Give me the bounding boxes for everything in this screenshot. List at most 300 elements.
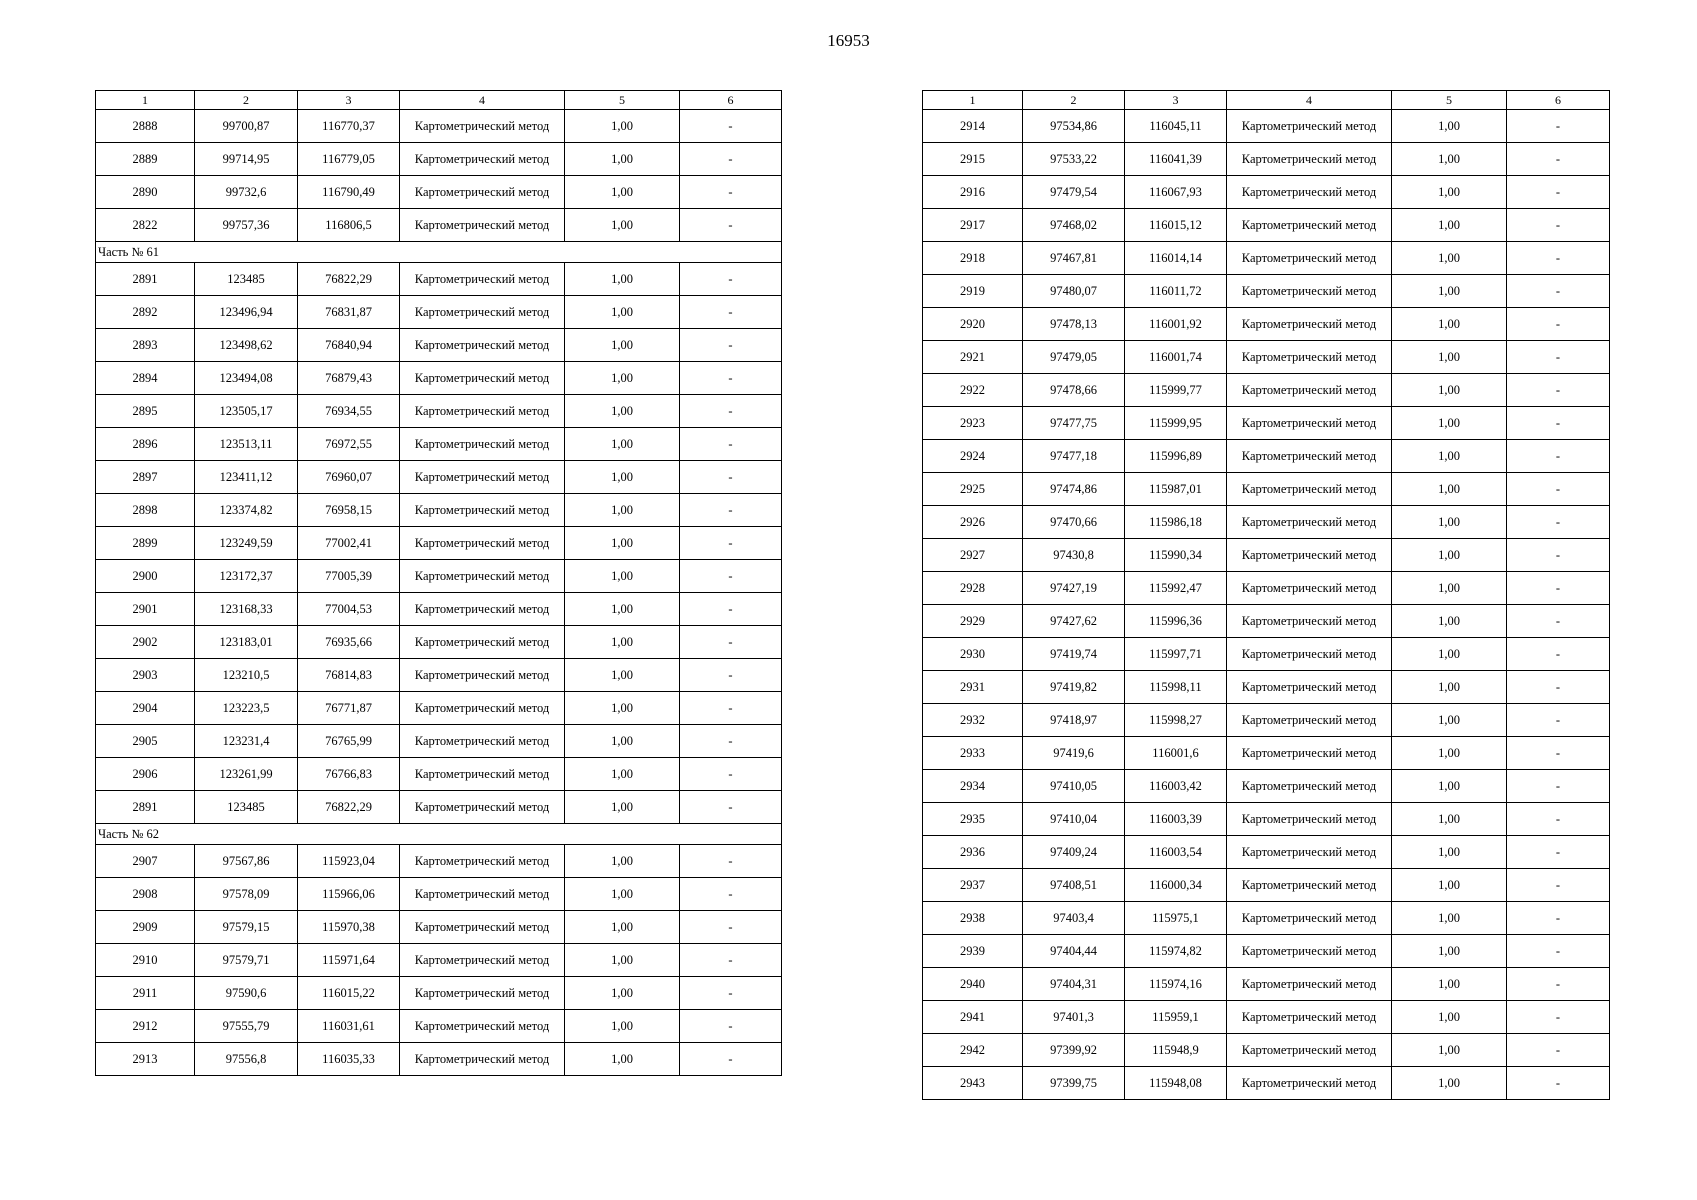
- table-row: [923, 869, 1610, 902]
- y-coordinate-cell: 115992,47: [1125, 572, 1227, 605]
- method-cell: Картометрический метод: [400, 143, 565, 176]
- y-coordinate-cell: 116003,54: [1125, 836, 1227, 869]
- description-cell: -: [1507, 143, 1610, 176]
- y-coordinate-cell: 116770,37: [298, 110, 400, 143]
- x-coordinate-cell: 97401,3: [1023, 1001, 1125, 1034]
- description-cell: -: [680, 362, 782, 395]
- y-coordinate-cell: 76958,15: [298, 494, 400, 527]
- method-cell: Картометрический метод: [400, 461, 565, 494]
- method-cell: Картометрический метод: [1227, 572, 1392, 605]
- accuracy-cell: 1,00: [565, 1043, 680, 1076]
- description-cell: -: [1507, 407, 1610, 440]
- table-row: [96, 944, 782, 977]
- point-number-cell: 2908: [96, 878, 195, 911]
- description-cell: -: [1507, 506, 1610, 539]
- description-cell: -: [1507, 671, 1610, 704]
- method-cell: Картометрический метод: [400, 1043, 565, 1076]
- x-coordinate-cell: 97579,71: [195, 944, 298, 977]
- x-coordinate-cell: 97408,51: [1023, 869, 1125, 902]
- x-coordinate-cell: 97534,86: [1023, 110, 1125, 143]
- description-cell: -: [1507, 605, 1610, 638]
- x-coordinate-cell: 97479,54: [1023, 176, 1125, 209]
- method-cell: Картометрический метод: [1227, 176, 1392, 209]
- table-body-right: [923, 110, 1610, 1100]
- method-cell: Картометрический метод: [400, 395, 565, 428]
- coordinates-table-left: [95, 90, 782, 1076]
- accuracy-cell: 1,00: [1392, 440, 1507, 473]
- y-coordinate-cell: 76879,43: [298, 362, 400, 395]
- y-coordinate-cell: 116014,14: [1125, 242, 1227, 275]
- accuracy-cell: 1,00: [565, 362, 680, 395]
- point-number-cell: 2934: [923, 770, 1023, 803]
- description-cell: -: [680, 725, 782, 758]
- table-row: [923, 1067, 1610, 1100]
- y-coordinate-cell: 77005,39: [298, 560, 400, 593]
- description-cell: -: [680, 845, 782, 878]
- accuracy-cell: 1,00: [565, 878, 680, 911]
- point-number-cell: 2903: [96, 659, 195, 692]
- accuracy-cell: 1,00: [1392, 671, 1507, 704]
- table-row: [923, 1034, 1610, 1067]
- x-coordinate-cell: 97418,97: [1023, 704, 1125, 737]
- table-row: [923, 737, 1610, 770]
- y-coordinate-cell: 115996,36: [1125, 605, 1227, 638]
- x-coordinate-cell: 97419,82: [1023, 671, 1125, 704]
- table-row: [923, 374, 1610, 407]
- point-number-cell: 2932: [923, 704, 1023, 737]
- y-coordinate-cell: 76822,29: [298, 263, 400, 296]
- header-cell-4: 4: [1227, 91, 1392, 110]
- y-coordinate-cell: 115998,11: [1125, 671, 1227, 704]
- method-cell: Картометрический метод: [1227, 440, 1392, 473]
- x-coordinate-cell: 97427,62: [1023, 605, 1125, 638]
- table-row: [96, 296, 782, 329]
- table-row: [96, 977, 782, 1010]
- point-number-cell: 2894: [96, 362, 195, 395]
- y-coordinate-cell: 116003,42: [1125, 770, 1227, 803]
- table-row: [923, 110, 1610, 143]
- description-cell: -: [680, 329, 782, 362]
- x-coordinate-cell: 97430,8: [1023, 539, 1125, 572]
- header-cell-2: 2: [1023, 91, 1125, 110]
- x-coordinate-cell: 123494,08: [195, 362, 298, 395]
- method-cell: Картометрический метод: [1227, 1067, 1392, 1100]
- y-coordinate-cell: 116001,74: [1125, 341, 1227, 374]
- x-coordinate-cell: 123168,33: [195, 593, 298, 626]
- x-coordinate-cell: 123172,37: [195, 560, 298, 593]
- accuracy-cell: 1,00: [565, 944, 680, 977]
- accuracy-cell: 1,00: [1392, 407, 1507, 440]
- accuracy-cell: 1,00: [1392, 902, 1507, 935]
- description-cell: -: [1507, 902, 1610, 935]
- point-number-cell: 2891: [96, 263, 195, 296]
- method-cell: Картометрический метод: [400, 1010, 565, 1043]
- accuracy-cell: 1,00: [1392, 704, 1507, 737]
- x-coordinate-cell: 97579,15: [195, 911, 298, 944]
- table-row: [96, 494, 782, 527]
- point-number-cell: 2892: [96, 296, 195, 329]
- description-cell: -: [680, 977, 782, 1010]
- x-coordinate-cell: 97555,79: [195, 1010, 298, 1043]
- description-cell: -: [680, 428, 782, 461]
- description-cell: -: [680, 758, 782, 791]
- description-cell: -: [1507, 209, 1610, 242]
- point-number-cell: 2913: [96, 1043, 195, 1076]
- method-cell: Картометрический метод: [1227, 341, 1392, 374]
- x-coordinate-cell: 123261,99: [195, 758, 298, 791]
- accuracy-cell: 1,00: [1392, 176, 1507, 209]
- point-number-cell: 2899: [96, 527, 195, 560]
- accuracy-cell: 1,00: [1392, 242, 1507, 275]
- y-coordinate-cell: 116067,93: [1125, 176, 1227, 209]
- point-number-cell: 2930: [923, 638, 1023, 671]
- table-row: [923, 902, 1610, 935]
- x-coordinate-cell: 97578,09: [195, 878, 298, 911]
- description-cell: -: [1507, 308, 1610, 341]
- method-cell: Картометрический метод: [400, 944, 565, 977]
- y-coordinate-cell: 116003,39: [1125, 803, 1227, 836]
- y-coordinate-cell: 115997,71: [1125, 638, 1227, 671]
- table-row: [96, 110, 782, 143]
- table-header-row: [923, 91, 1610, 110]
- description-cell: -: [680, 911, 782, 944]
- table-row: [923, 407, 1610, 440]
- description-cell: -: [680, 659, 782, 692]
- table-row: [96, 176, 782, 209]
- x-coordinate-cell: 97404,31: [1023, 968, 1125, 1001]
- description-cell: -: [1507, 440, 1610, 473]
- description-cell: -: [1507, 1034, 1610, 1067]
- method-cell: Картометрический метод: [400, 329, 565, 362]
- point-number-cell: 2902: [96, 626, 195, 659]
- x-coordinate-cell: 97419,6: [1023, 737, 1125, 770]
- description-cell: -: [680, 878, 782, 911]
- method-cell: Картометрический метод: [400, 110, 565, 143]
- table-row: [923, 803, 1610, 836]
- table-row: [96, 362, 782, 395]
- description-cell: -: [680, 791, 782, 824]
- y-coordinate-cell: 115966,06: [298, 878, 400, 911]
- table-row: [96, 845, 782, 878]
- table-row: [923, 935, 1610, 968]
- y-coordinate-cell: 116041,39: [1125, 143, 1227, 176]
- y-coordinate-cell: 115996,89: [1125, 440, 1227, 473]
- method-cell: Картометрический метод: [400, 791, 565, 824]
- x-coordinate-cell: 123374,82: [195, 494, 298, 527]
- y-coordinate-cell: 115999,77: [1125, 374, 1227, 407]
- description-cell: -: [680, 143, 782, 176]
- x-coordinate-cell: 99732,6: [195, 176, 298, 209]
- table-row: [923, 242, 1610, 275]
- method-cell: Картометрический метод: [1227, 1001, 1392, 1034]
- table-row: [96, 560, 782, 593]
- point-number-cell: 2938: [923, 902, 1023, 935]
- header-cell-3: 3: [1125, 91, 1227, 110]
- x-coordinate-cell: 97470,66: [1023, 506, 1125, 539]
- point-number-cell: 2910: [96, 944, 195, 977]
- point-number-cell: 2895: [96, 395, 195, 428]
- method-cell: Картометрический метод: [400, 263, 565, 296]
- x-coordinate-cell: 97479,05: [1023, 341, 1125, 374]
- method-cell: Картометрический метод: [1227, 836, 1392, 869]
- table-row: [96, 209, 782, 242]
- x-coordinate-cell: 123496,94: [195, 296, 298, 329]
- y-coordinate-cell: 116015,22: [298, 977, 400, 1010]
- accuracy-cell: 1,00: [565, 758, 680, 791]
- accuracy-cell: 1,00: [1392, 869, 1507, 902]
- method-cell: Картометрический метод: [1227, 1034, 1392, 1067]
- description-cell: -: [680, 692, 782, 725]
- method-cell: Картометрический метод: [400, 209, 565, 242]
- description-cell: -: [1507, 374, 1610, 407]
- accuracy-cell: 1,00: [1392, 275, 1507, 308]
- x-coordinate-cell: 97477,18: [1023, 440, 1125, 473]
- accuracy-cell: 1,00: [1392, 374, 1507, 407]
- description-cell: -: [1507, 341, 1610, 374]
- description-cell: -: [1507, 836, 1610, 869]
- y-coordinate-cell: 76934,55: [298, 395, 400, 428]
- description-cell: -: [1507, 572, 1610, 605]
- table-row: [96, 395, 782, 428]
- table-row: [96, 692, 782, 725]
- y-coordinate-cell: 76972,55: [298, 428, 400, 461]
- y-coordinate-cell: 77004,53: [298, 593, 400, 626]
- accuracy-cell: 1,00: [565, 143, 680, 176]
- table-row: [923, 440, 1610, 473]
- description-cell: -: [680, 296, 782, 329]
- method-cell: Картометрический метод: [400, 560, 565, 593]
- point-number-cell: 2897: [96, 461, 195, 494]
- accuracy-cell: 1,00: [1392, 1001, 1507, 1034]
- point-number-cell: 2890: [96, 176, 195, 209]
- table-row: [96, 527, 782, 560]
- description-cell: -: [680, 494, 782, 527]
- method-cell: Картометрический метод: [400, 527, 565, 560]
- table-row: [96, 911, 782, 944]
- method-cell: Картометрический метод: [400, 977, 565, 1010]
- y-coordinate-cell: 76935,66: [298, 626, 400, 659]
- description-cell: -: [1507, 539, 1610, 572]
- y-coordinate-cell: 115987,01: [1125, 473, 1227, 506]
- accuracy-cell: 1,00: [1392, 770, 1507, 803]
- point-number-cell: 2931: [923, 671, 1023, 704]
- method-cell: Картометрический метод: [1227, 671, 1392, 704]
- accuracy-cell: 1,00: [565, 791, 680, 824]
- y-coordinate-cell: 115971,64: [298, 944, 400, 977]
- y-coordinate-cell: 115948,9: [1125, 1034, 1227, 1067]
- method-cell: Картометрический метод: [1227, 275, 1392, 308]
- point-number-cell: 2893: [96, 329, 195, 362]
- accuracy-cell: 1,00: [1392, 968, 1507, 1001]
- y-coordinate-cell: 116806,5: [298, 209, 400, 242]
- point-number-cell: 2923: [923, 407, 1023, 440]
- y-coordinate-cell: 115970,38: [298, 911, 400, 944]
- point-number-cell: 2822: [96, 209, 195, 242]
- x-coordinate-cell: 123485: [195, 263, 298, 296]
- description-cell: -: [1507, 275, 1610, 308]
- accuracy-cell: 1,00: [565, 1010, 680, 1043]
- accuracy-cell: 1,00: [1392, 473, 1507, 506]
- table-row: [923, 473, 1610, 506]
- y-coordinate-cell: 116779,05: [298, 143, 400, 176]
- description-cell: -: [1507, 1001, 1610, 1034]
- description-cell: -: [1507, 770, 1610, 803]
- point-number-cell: 2920: [923, 308, 1023, 341]
- y-coordinate-cell: 116045,11: [1125, 110, 1227, 143]
- y-coordinate-cell: 76822,29: [298, 791, 400, 824]
- header-cell-4: 4: [400, 91, 565, 110]
- x-coordinate-cell: 123498,62: [195, 329, 298, 362]
- accuracy-cell: 1,00: [565, 494, 680, 527]
- method-cell: Картометрический метод: [1227, 737, 1392, 770]
- method-cell: Картометрический метод: [400, 362, 565, 395]
- method-cell: Картометрический метод: [1227, 935, 1392, 968]
- description-cell: -: [1507, 242, 1610, 275]
- method-cell: Картометрический метод: [400, 878, 565, 911]
- method-cell: Картометрический метод: [1227, 902, 1392, 935]
- method-cell: Картометрический метод: [1227, 869, 1392, 902]
- point-number-cell: 2925: [923, 473, 1023, 506]
- header-cell-3: 3: [298, 91, 400, 110]
- section-row: [96, 242, 782, 263]
- accuracy-cell: 1,00: [565, 626, 680, 659]
- table-row: [96, 758, 782, 791]
- table-row: [96, 263, 782, 296]
- method-cell: Картометрический метод: [400, 725, 565, 758]
- accuracy-cell: 1,00: [1392, 737, 1507, 770]
- point-number-cell: 2909: [96, 911, 195, 944]
- point-number-cell: 2927: [923, 539, 1023, 572]
- y-coordinate-cell: 115986,18: [1125, 506, 1227, 539]
- header-cell-2: 2: [195, 91, 298, 110]
- accuracy-cell: 1,00: [1392, 1034, 1507, 1067]
- y-coordinate-cell: 115923,04: [298, 845, 400, 878]
- accuracy-cell: 1,00: [565, 593, 680, 626]
- x-coordinate-cell: 123249,59: [195, 527, 298, 560]
- point-number-cell: 2939: [923, 935, 1023, 968]
- description-cell: -: [1507, 869, 1610, 902]
- accuracy-cell: 1,00: [565, 527, 680, 560]
- x-coordinate-cell: 97409,24: [1023, 836, 1125, 869]
- x-coordinate-cell: 97478,66: [1023, 374, 1125, 407]
- point-number-cell: 2901: [96, 593, 195, 626]
- description-cell: -: [680, 560, 782, 593]
- table-row: [96, 725, 782, 758]
- method-cell: Картометрический метод: [1227, 473, 1392, 506]
- y-coordinate-cell: 115999,95: [1125, 407, 1227, 440]
- x-coordinate-cell: 97419,74: [1023, 638, 1125, 671]
- y-coordinate-cell: 76840,94: [298, 329, 400, 362]
- accuracy-cell: 1,00: [565, 428, 680, 461]
- accuracy-cell: 1,00: [565, 395, 680, 428]
- description-cell: -: [1507, 473, 1610, 506]
- point-number-cell: 2906: [96, 758, 195, 791]
- method-cell: Картометрический метод: [1227, 110, 1392, 143]
- x-coordinate-cell: 123183,01: [195, 626, 298, 659]
- header-cell-5: 5: [565, 91, 680, 110]
- table-row: [96, 791, 782, 824]
- y-coordinate-cell: 115990,34: [1125, 539, 1227, 572]
- point-number-cell: 2942: [923, 1034, 1023, 1067]
- table-row: [923, 506, 1610, 539]
- header-cell-1: 1: [923, 91, 1023, 110]
- method-cell: Картометрический метод: [1227, 605, 1392, 638]
- table-row: [96, 329, 782, 362]
- accuracy-cell: 1,00: [565, 296, 680, 329]
- description-cell: -: [680, 593, 782, 626]
- x-coordinate-cell: 97477,75: [1023, 407, 1125, 440]
- y-coordinate-cell: 116015,12: [1125, 209, 1227, 242]
- y-coordinate-cell: 115998,27: [1125, 704, 1227, 737]
- y-coordinate-cell: 116790,49: [298, 176, 400, 209]
- point-number-cell: 2937: [923, 869, 1023, 902]
- y-coordinate-cell: 76765,99: [298, 725, 400, 758]
- method-cell: Картометрический метод: [1227, 209, 1392, 242]
- x-coordinate-cell: 97556,8: [195, 1043, 298, 1076]
- point-number-cell: 2916: [923, 176, 1023, 209]
- point-number-cell: 2888: [96, 110, 195, 143]
- table-row: [96, 626, 782, 659]
- method-cell: Картометрический метод: [1227, 968, 1392, 1001]
- table-row: [96, 143, 782, 176]
- accuracy-cell: 1,00: [1392, 308, 1507, 341]
- method-cell: Картометрический метод: [400, 758, 565, 791]
- method-cell: Картометрический метод: [1227, 374, 1392, 407]
- table-row: [923, 968, 1610, 1001]
- point-number-cell: 2905: [96, 725, 195, 758]
- accuracy-cell: 1,00: [565, 692, 680, 725]
- accuracy-cell: 1,00: [565, 659, 680, 692]
- x-coordinate-cell: 97567,86: [195, 845, 298, 878]
- description-cell: -: [680, 209, 782, 242]
- table-row: [96, 1043, 782, 1076]
- method-cell: Картометрический метод: [1227, 803, 1392, 836]
- description-cell: -: [680, 944, 782, 977]
- x-coordinate-cell: 99714,95: [195, 143, 298, 176]
- method-cell: Картометрический метод: [1227, 242, 1392, 275]
- x-coordinate-cell: 123411,12: [195, 461, 298, 494]
- y-coordinate-cell: 116000,34: [1125, 869, 1227, 902]
- y-coordinate-cell: 116035,33: [298, 1043, 400, 1076]
- point-number-cell: 2933: [923, 737, 1023, 770]
- x-coordinate-cell: 97474,86: [1023, 473, 1125, 506]
- table-row: [923, 308, 1610, 341]
- y-coordinate-cell: 115974,16: [1125, 968, 1227, 1001]
- description-cell: -: [680, 263, 782, 296]
- table-row: [96, 1010, 782, 1043]
- accuracy-cell: 1,00: [1392, 572, 1507, 605]
- point-number-cell: 2889: [96, 143, 195, 176]
- accuracy-cell: 1,00: [1392, 935, 1507, 968]
- description-cell: -: [680, 626, 782, 659]
- y-coordinate-cell: 116001,92: [1125, 308, 1227, 341]
- coordinates-table-right: [922, 90, 1610, 1100]
- point-number-cell: 2907: [96, 845, 195, 878]
- y-coordinate-cell: 76766,83: [298, 758, 400, 791]
- accuracy-cell: 1,00: [565, 209, 680, 242]
- point-number-cell: 2943: [923, 1067, 1023, 1100]
- x-coordinate-cell: 97403,4: [1023, 902, 1125, 935]
- accuracy-cell: 1,00: [565, 845, 680, 878]
- x-coordinate-cell: 97410,04: [1023, 803, 1125, 836]
- point-number-cell: 2917: [923, 209, 1023, 242]
- x-coordinate-cell: 123223,5: [195, 692, 298, 725]
- point-number-cell: 2911: [96, 977, 195, 1010]
- method-cell: Картометрический метод: [400, 845, 565, 878]
- y-coordinate-cell: 77002,41: [298, 527, 400, 560]
- table-row: [923, 275, 1610, 308]
- table-row: [923, 605, 1610, 638]
